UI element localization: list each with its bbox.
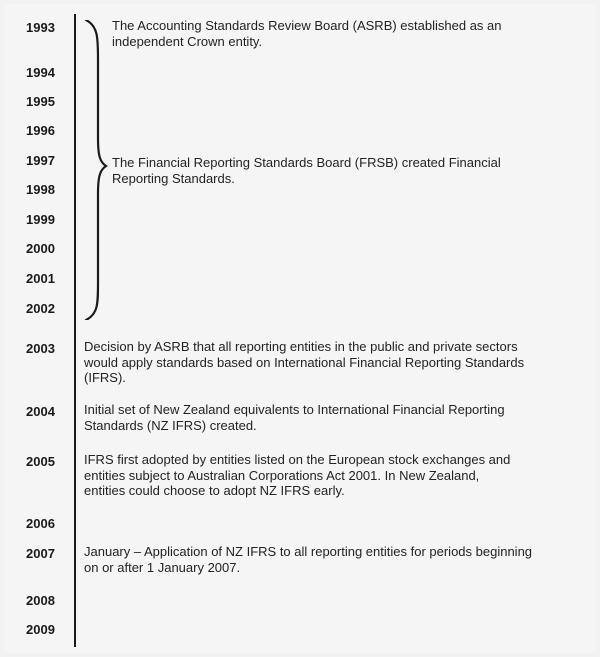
year-2000: 2000 — [26, 241, 55, 256]
event-line: independent Crown entity. — [112, 33, 263, 49]
event-line: entities subject to Australian Corporations Act 2001. In New Zealand, — [84, 467, 480, 483]
year-1994: 1994 — [26, 65, 55, 80]
event-line: Initial set of New Zealand equivalents to International Financial Reporting — [84, 402, 505, 417]
event-line: January – Application of NZ IFRS to all reporting entities for periods beginning — [84, 544, 533, 559]
year-2003: 2003 — [26, 341, 55, 356]
event-frsb-created — [112, 155, 501, 186]
year-2007: 2007 — [26, 546, 55, 561]
event-2007 — [84, 544, 532, 575]
year-1996: 1996 — [26, 123, 55, 138]
year-2008: 2008 — [26, 593, 55, 608]
event-line: Decision by ASRB that all reporting entities in the public and private sectors — [84, 339, 518, 354]
event-line: (IFRS). — [84, 370, 126, 385]
event-line: The Financial Reporting Standards Board (FRSB) created Financial — [112, 155, 501, 170]
year-1999: 1999 — [26, 212, 55, 227]
year-2001: 2001 — [26, 271, 55, 286]
year-1995: 1995 — [26, 94, 55, 109]
curly-brace-icon — [84, 20, 108, 320]
event-line: Standards (NZ IFRS) created. — [84, 417, 257, 433]
timeline-axis-line — [74, 14, 76, 647]
event-asrb-established — [112, 18, 502, 49]
event-line: IFRS first adopted by entities listed on the European stock exchanges and — [84, 452, 511, 467]
year-2004: 2004 — [26, 404, 55, 419]
year-2006: 2006 — [26, 516, 55, 531]
year-2002: 2002 — [26, 301, 55, 316]
event-2004 — [84, 402, 505, 433]
event-line: would apply standards based on International Financial Reporting Standards — [84, 354, 525, 370]
event-line: on or after 1 January 2007. — [84, 559, 241, 575]
event-2003 — [84, 339, 524, 386]
timeline-panel — [4, 4, 596, 653]
year-2005: 2005 — [26, 454, 55, 469]
event-line: Reporting Standards. — [112, 170, 235, 186]
year-1998: 1998 — [26, 182, 55, 197]
event-line: The Accounting Standards Review Board (ASRB) established as an — [112, 18, 502, 33]
year-1993: 1993 — [26, 20, 55, 35]
year-1997: 1997 — [26, 153, 55, 168]
event-2005 — [84, 452, 510, 499]
year-2009: 2009 — [26, 622, 55, 637]
event-line: entities could choose to adopt NZ IFRS early. — [84, 483, 345, 498]
